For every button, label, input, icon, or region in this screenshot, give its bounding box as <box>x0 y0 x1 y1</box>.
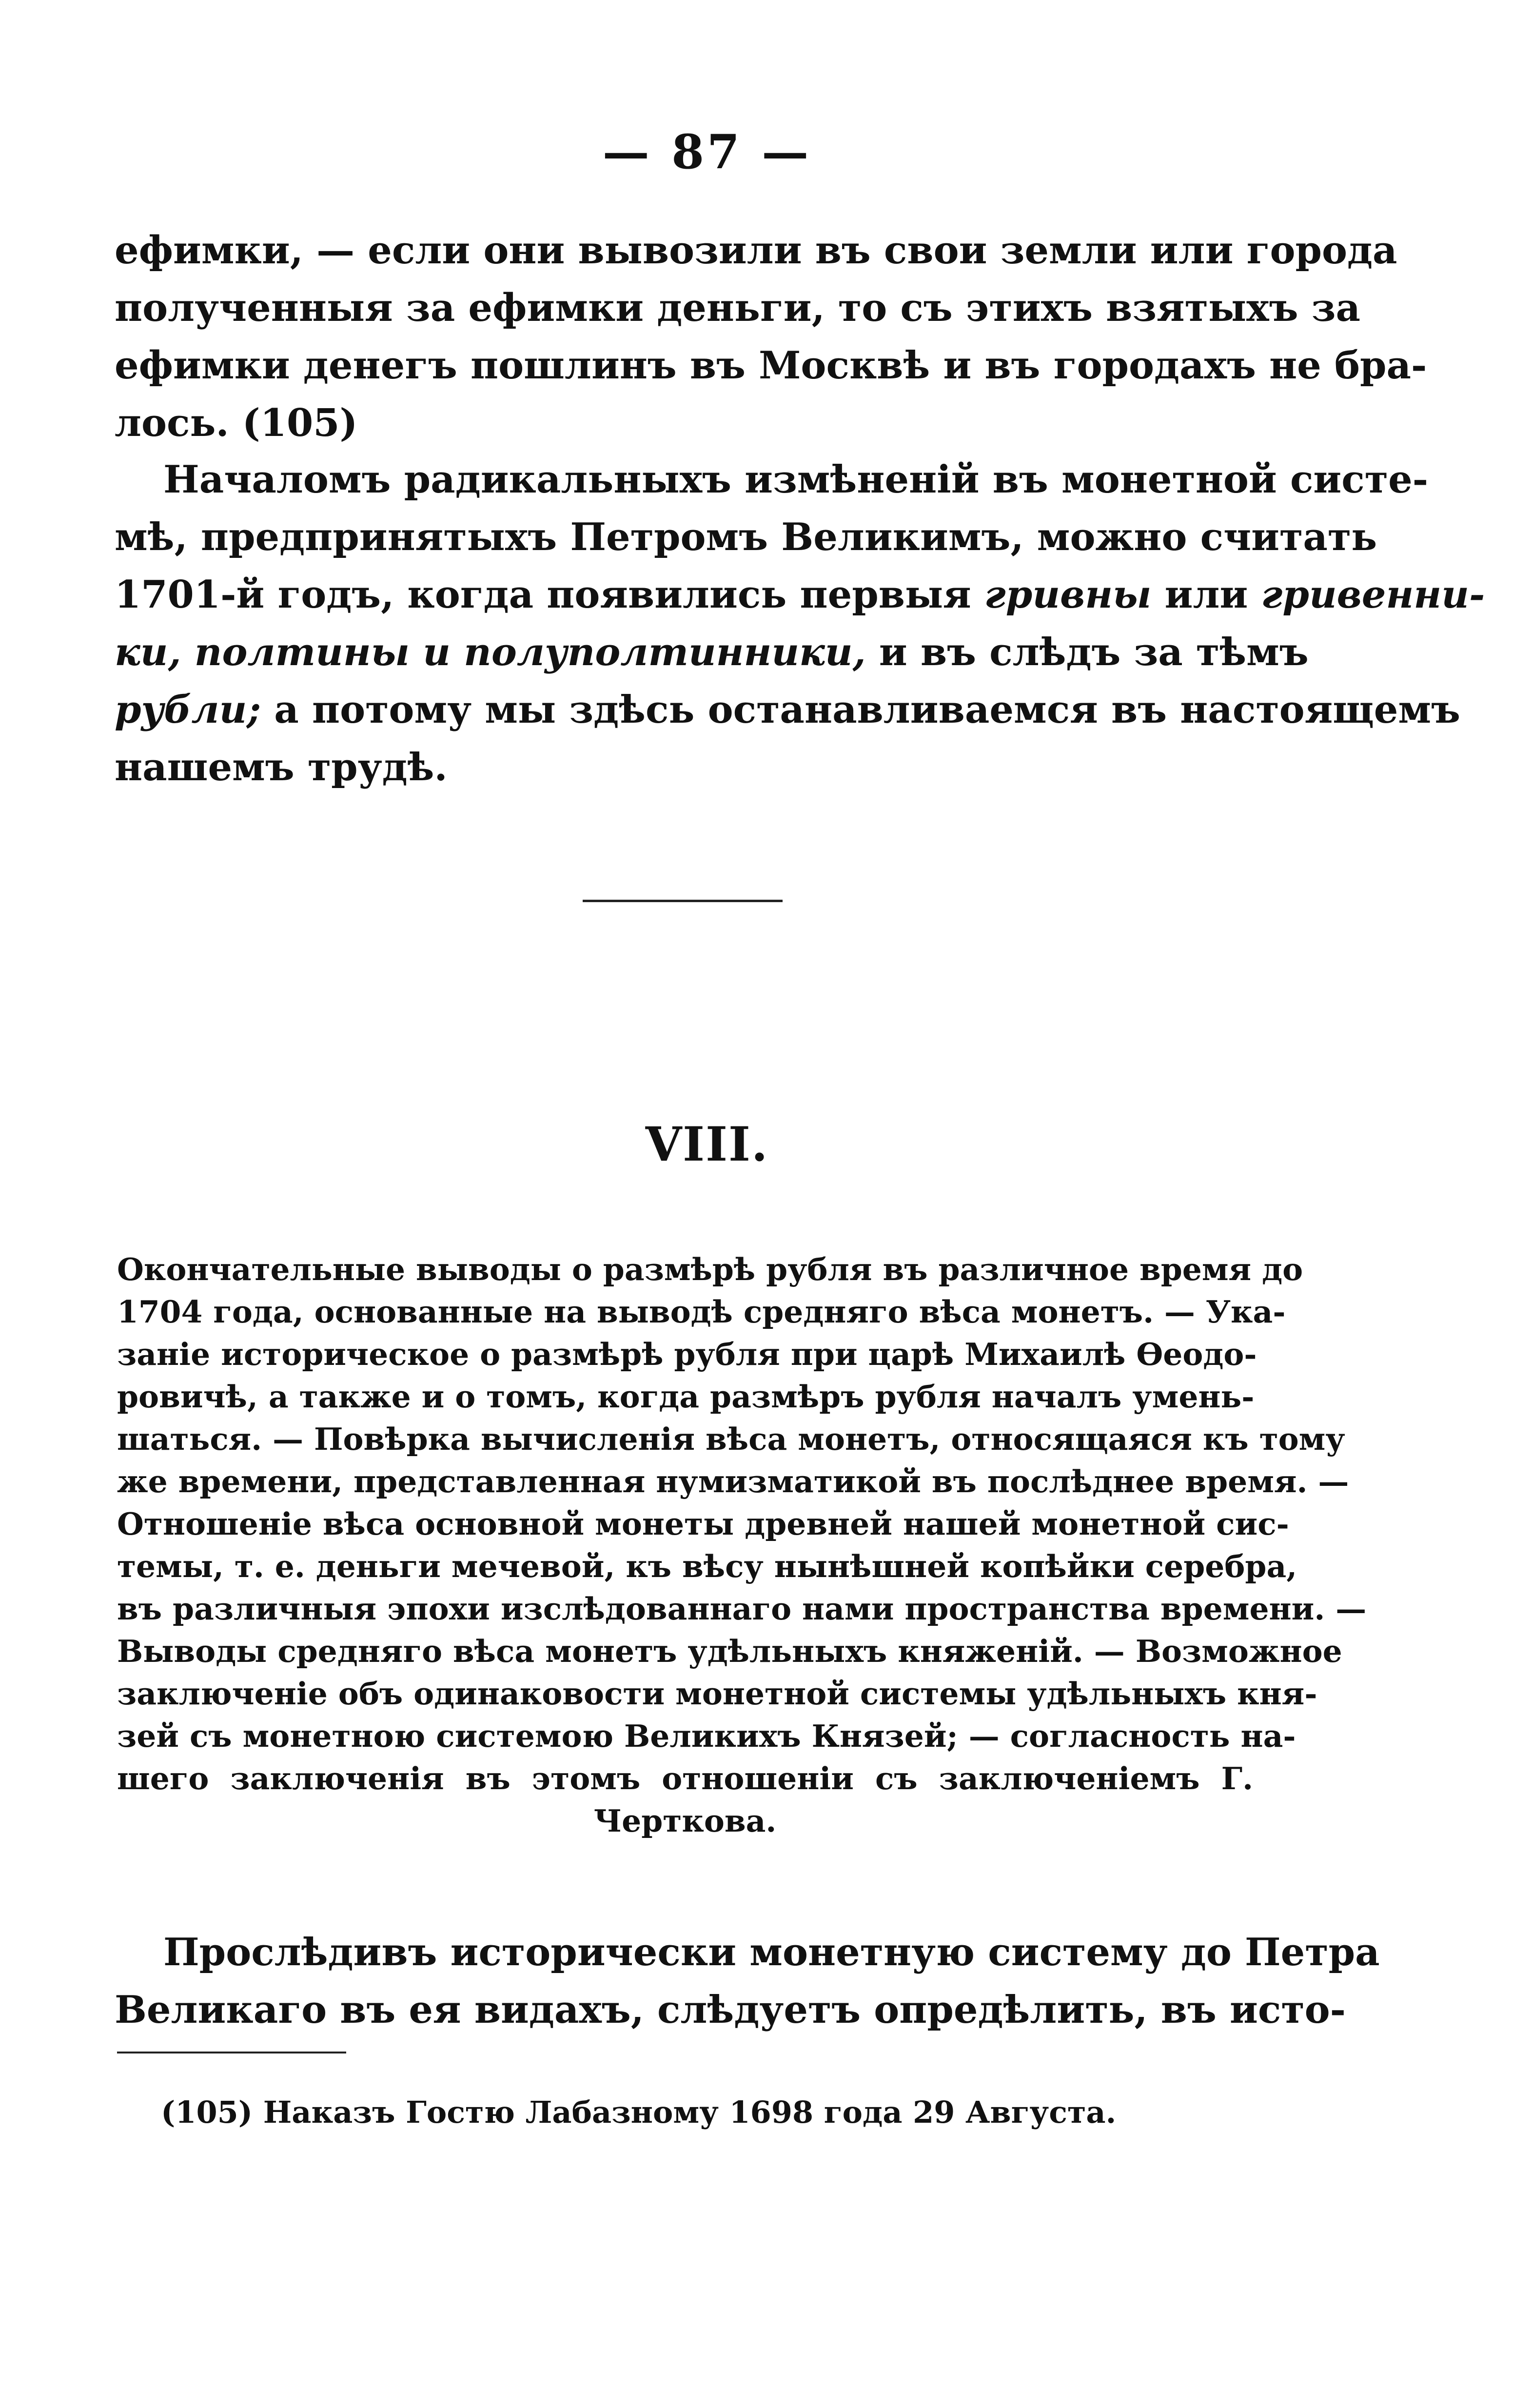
text-line: ефимки, — если они вывозили въ свои земли или города <box>115 228 1397 273</box>
text-fragment: лось. <box>115 401 229 445</box>
summary-line: Отношеніе вѣса основной монеты древней нашей монетной сис- <box>117 1506 1289 1542</box>
summary-line: шаться. — Повѣрка вычисленія вѣса монетъ, относящаяся къ тому <box>117 1421 1345 1457</box>
italic-term: гривны <box>984 572 1152 617</box>
text-line: Прослѣдивъ исторически монетную систему до Петра <box>163 1930 1380 1974</box>
text-line <box>115 395 1253 452</box>
summary-line: же времени, представленная нумизматикой въ послѣднее время. — <box>117 1463 1349 1500</box>
footnote-text: Наказъ Гостю Лабазному 1698 года 29 Августа. <box>263 2094 1117 2130</box>
paragraph-continuation <box>115 222 1427 452</box>
italic-term: ки, полтины и полуполтинники, <box>115 630 866 674</box>
footnote-reference: (105) <box>242 401 358 445</box>
summary-line: заніе историческое о размѣрѣ рубля при царѣ Михаилѣ Ѳеодо- <box>117 1336 1257 1372</box>
summary-line: ровичѣ, а также и о томъ, когда размѣръ рубля началъ умень- <box>117 1379 1255 1415</box>
text-line: 1701-й годъ, когда появились первыя гривны или гривенни- <box>115 572 1485 617</box>
section-heading: VIII. <box>645 1117 769 1172</box>
summary-line: 1704 года, основанные на выводѣ средняго вѣса монетъ. — Ука- <box>117 1294 1286 1330</box>
summary-line: темы, т. е. деньги мечевой, къ вѣсу нынѣшней копѣйки серебра, <box>117 1548 1297 1584</box>
paragraph-conclusion-start <box>115 1924 1380 2039</box>
text-line: нашемъ трудѣ. <box>115 745 448 790</box>
section-divider <box>583 900 783 902</box>
text-line: Великаго въ ея видахъ, слѣдуетъ опредѣлить, въ исто- <box>115 1988 1346 2032</box>
text-line: ки, полтины и полуполтинники, и въ слѣдъ за тѣмъ <box>115 630 1309 674</box>
summary-line: заключеніе объ одинаковости монетной системы удѣльныхъ кня- <box>117 1676 1317 1712</box>
footnote-divider <box>117 2052 346 2053</box>
summary-line: въ различныя эпохи изслѣдованнаго нами пространства времени. — <box>117 1591 1367 1627</box>
italic-term: рубли; <box>115 688 261 732</box>
summary-line: зей съ монетною системою Великихъ Князей; — согласность на- <box>117 1718 1296 1754</box>
footnote <box>161 2094 1116 2130</box>
chapter-summary <box>117 1248 1367 1842</box>
summary-line: Выводы средняго вѣса монетъ удѣльныхъ княженій. — Возможное <box>117 1633 1342 1669</box>
text-line: мѣ, предпринятыхъ Петромъ Великимъ, можно считать <box>115 515 1377 559</box>
page-number: — 87 — <box>602 124 812 179</box>
text-line: рубли; а потому мы здѣсь останавливаемся въ настоящемъ <box>115 688 1460 732</box>
paragraph-radical-changes <box>115 451 1485 796</box>
summary-line: Черткова. <box>593 1803 777 1839</box>
text-line: ефимки денегъ пошлинъ въ Москвѣ и въ городахъ не бра- <box>115 343 1427 388</box>
italic-term: гривенни- <box>1261 572 1485 617</box>
text-line: полученныя за ефимки деньги, то съ этихъ взятыхъ за <box>115 286 1360 330</box>
summary-line: шего заключенія въ этомъ отношеніи съ заключеніемъ Г. <box>117 1760 1253 1796</box>
summary-line: Окончательные выводы о размѣрѣ рубля въ различное время до <box>117 1251 1303 1287</box>
footnote-number: (105) <box>161 2094 253 2130</box>
text-line: Началомъ радикальныхъ измѣненій въ монетной систе- <box>163 457 1429 502</box>
